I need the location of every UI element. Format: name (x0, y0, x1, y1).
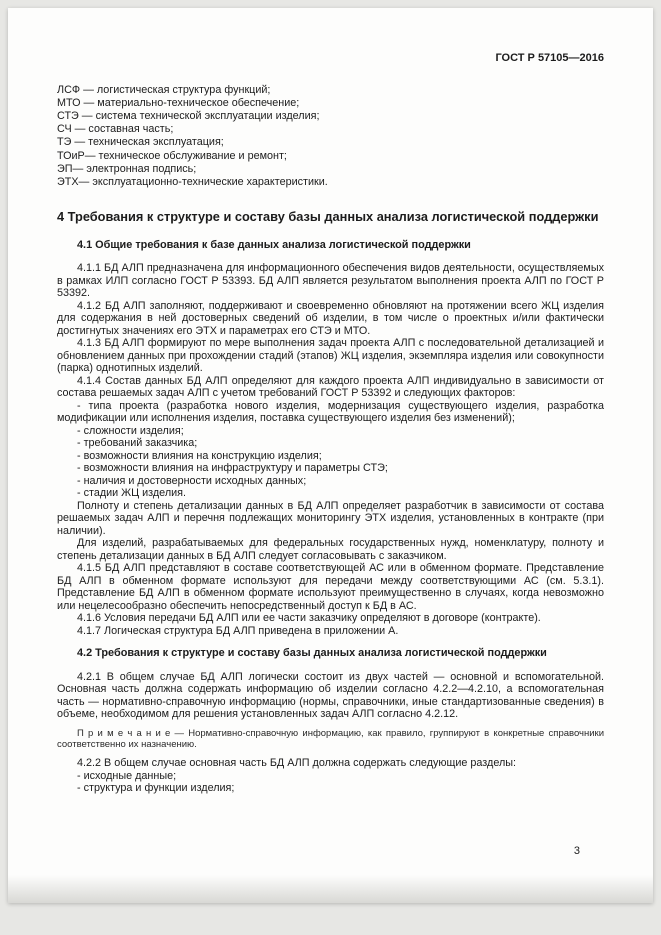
list-item: - требований заказчика; (77, 437, 198, 450)
paragraph-4-1-5: 4.1.5 БД АЛП представляют в составе соответствующей АС или в обменном формате. Представление БД АЛП в обменном формате используют для передачи между соответствующими АС (см. 5.3.1). Представление БД АЛП в обменном формате используют преимущественно в случаях, когда невозможно или нецелесообразно обеспечить непосредственный доступ к БД в АС. (57, 562, 604, 612)
list-item: - типа проекта (разработка нового изделия, модернизация существующего изделия, разработка модификации или исполнения изделия, поставка существующего изделия без изменений); (57, 399, 604, 425)
list-item: - наличия и достоверности исходных данных; (77, 474, 307, 487)
section-4-1-heading: 4.1 Общие требования к базе данных анализа логистической поддержки (77, 238, 471, 251)
list-item: - стадии ЖЦ изделия. (77, 487, 187, 500)
paragraph-4-2-2: 4.2.2 В общем случае основная часть БД АЛП должна содержать следующие разделы: (77, 757, 517, 770)
abbreviation-item: СЧ — составная часть; (57, 123, 174, 136)
page-content (8, 8, 653, 795)
paragraph-4-1-2: 4.1.2 БД АЛП заполняют, поддерживают и своевременно обновляют на протяжении всего ЖЦ изделия для содержания в ней достоверных сведений об изделии, в том числе о проектных и/или фактически достигнутых значениях его ЭТХ и параметрах его СТЭ и МТО. (57, 299, 604, 337)
paragraph-4-1-4: 4.1.4 Состав данных БД АЛП определяют для каждого проекта АЛП индивидуально в зависимости от состава решаемых задач АЛП с учетом требований ГОСТ Р 53392 и следующих факторов: (57, 374, 604, 400)
section-4-heading: 4 Требования к структуре и составу базы данных анализа логистической поддержки (57, 209, 599, 225)
abbreviation-item: СТЭ — система технической эксплуатации изделия; (57, 109, 320, 122)
list-item: - возможности влияния на конструкцию изделия; (77, 449, 322, 462)
abbreviation-item: ЛСФ — логистическая структура функций; (57, 83, 271, 96)
paragraph-4-1-4-continuation: Для изделий, разрабатываемых для федеральных государственных нужд, номенклатуру, полноту и степень детализации данных в БД АЛП следует согласовывать с заказчиком. (57, 537, 604, 562)
paragraph-4-1-7: 4.1.7 Логическая структура БД АЛП приведена в приложении А. (77, 624, 399, 637)
paragraph-4-1-1: 4.1.1 БД АЛП предназначена для информационного обеспечения видов деятельности, осуществляемых в рамках ИЛП согласно ГОСТ Р 53393. БД АЛП является результатом выполнения проекта АЛП по ГОСТ Р 53392. (57, 262, 604, 300)
paragraph-4-2-1: 4.2.1 В общем случае БД АЛП логически состоит из двух частей — основной и вспомогательной. Основная часть должна содержать информацию об изделии согласно 4.2.2—4.2.10, а вспомогательная часть — нормативно-справочную информацию (нормы, справочники, иные стандартизованные сведения) в объеме, необходимом для решения установленных задач АЛП согласно 4.2.12. (57, 670, 604, 721)
abbreviation-item: МТО — материально-техническое обеспечение; (57, 96, 300, 109)
abbreviation-item: ЭТХ— эксплуатационно-технические характеристики. (57, 175, 328, 188)
list-item: - исходные данные; (77, 769, 177, 782)
note-paragraph: П р и м е ч а н и е — Нормативно-справочную информацию, как правило, группируют в конкретные справочники соответственно их назначению. (57, 727, 604, 750)
abbreviation-item: ТЭ — техническая эксплуатация; (57, 136, 224, 149)
abbreviation-item: ЭП— электронная подпись; (57, 162, 197, 175)
paragraph-4-1-4-continuation: Полноту и степень детализации данных в БД АЛП определяет разработчик в зависимости от состава решаемых задач АЛП и перечня подлежащих мониторингу ЭТХ изделия, установленных в контракте (при наличии). (57, 499, 604, 537)
paragraph-4-1-6: 4.1.6 Условия передачи БД АЛП или ее части заказчику определяют в договоре (контракте). (77, 612, 541, 625)
document-page (8, 8, 653, 903)
list-item: - структура и функции изделия; (77, 782, 235, 795)
abbreviation-item: ТОиР— техническое обслуживание и ремонт; (57, 149, 287, 162)
abbreviation-list (57, 84, 604, 190)
paragraph-4-1-3: 4.1.3 БД АЛП формируют по мере выполнения задач проекта АЛП с последовательной детализацией и обновлением данных при прохождении стадий (этапов) ЖЦ изделия, экземпляра изделия или совокупности (парка) однотипных изделий. (57, 337, 604, 375)
page-number: 3 (573, 845, 580, 857)
list-item: - возможности влияния на инфраструктуру и параметры СТЭ; (77, 462, 388, 475)
section-4-2-heading: 4.2 Требования к структуре и составу базы данных анализа логистической поддержки (77, 647, 547, 660)
list-item: - сложности изделия; (77, 424, 184, 437)
document-code-header: ГОСТ Р 57105—2016 (495, 52, 604, 64)
